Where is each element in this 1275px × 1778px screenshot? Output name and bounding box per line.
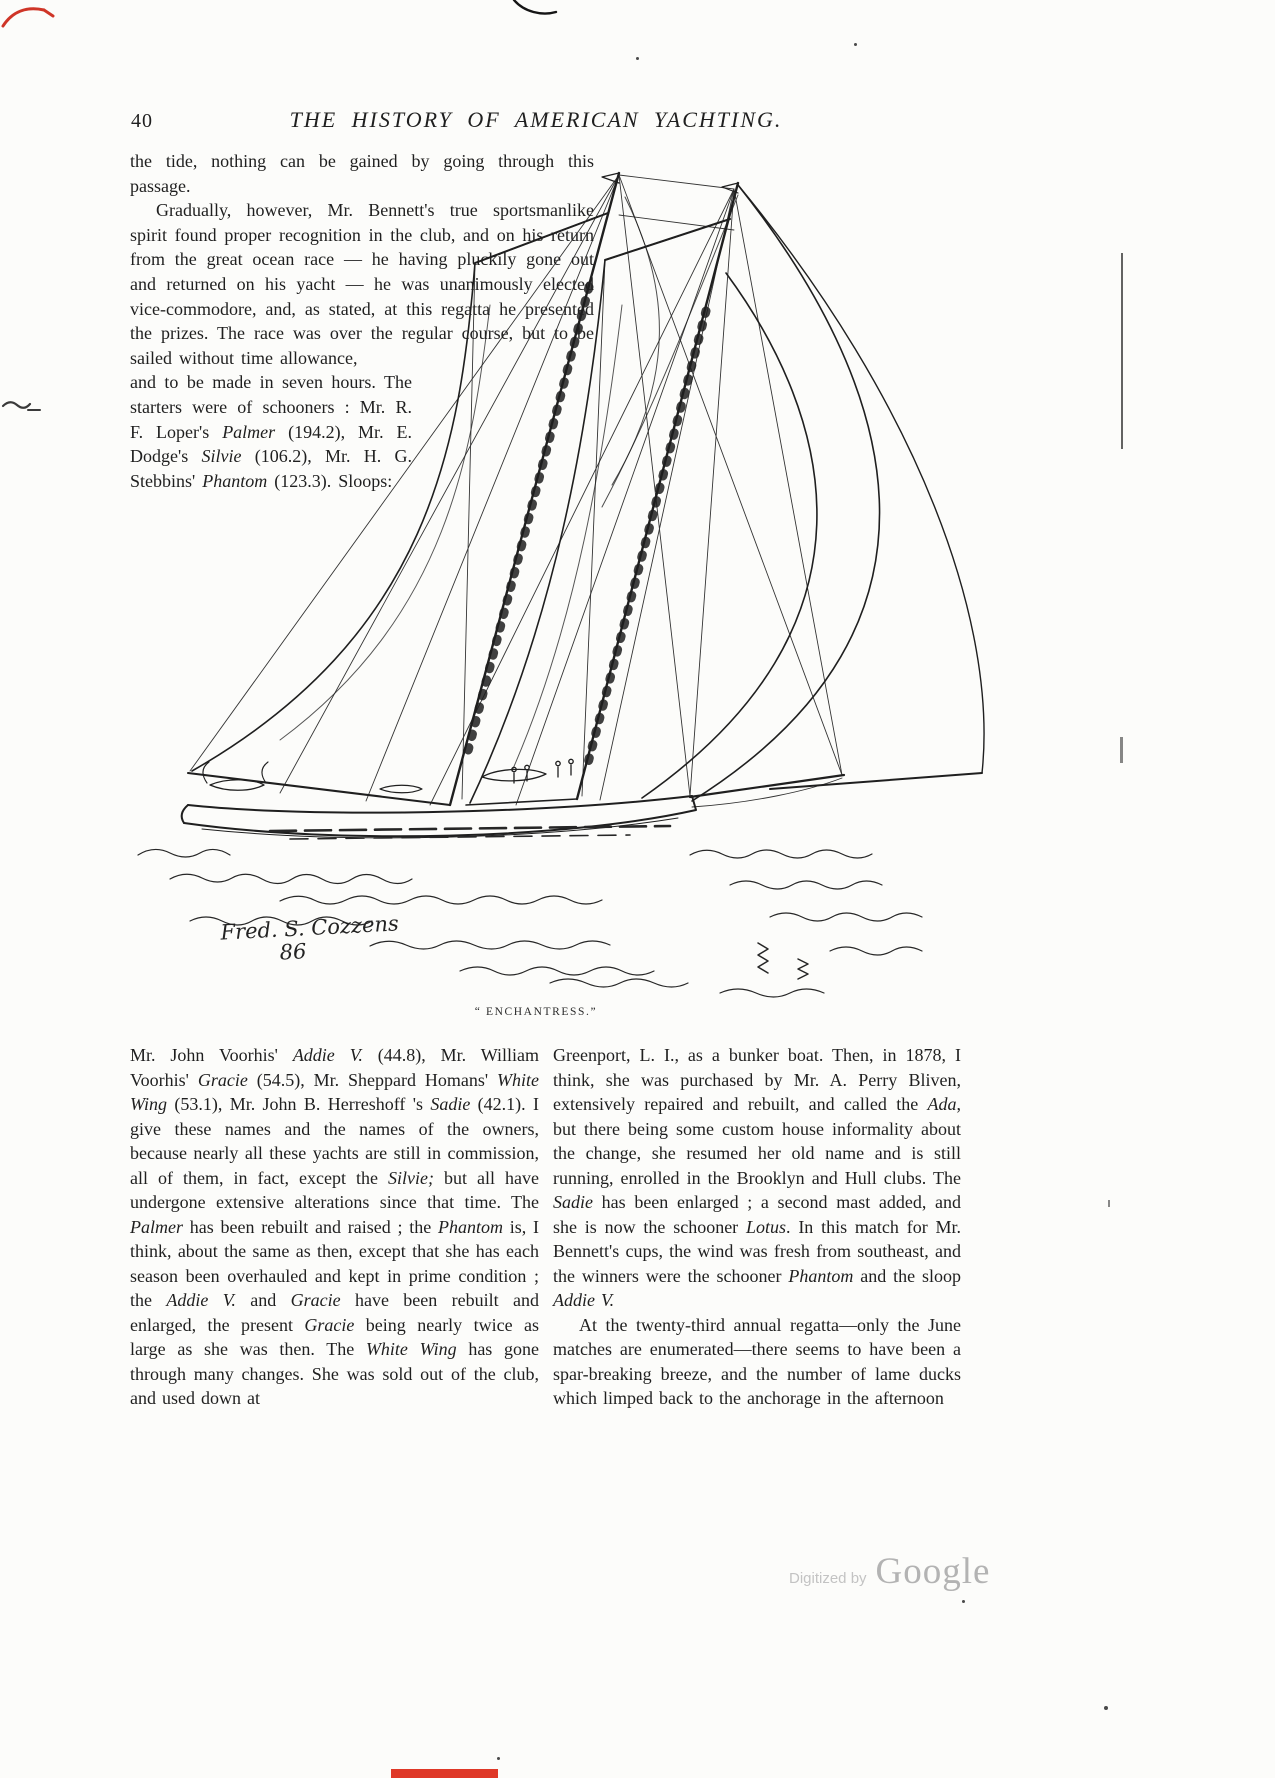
page-header-title: THE HISTORY OF AMERICAN YACHTING. [289,107,783,132]
intro-text-block [130,149,594,493]
ink-speck [636,57,639,60]
google-watermark [789,1550,990,1593]
red-bar-bottom [391,1769,498,1778]
artist-signature-year: 86 [279,939,307,965]
illustration-caption: “ ENCHANTRESS.” [474,1006,598,1018]
artist-signature [220,911,401,967]
watermark-prefix: Digitized by [789,1570,867,1587]
google-logo: Google [875,1551,991,1592]
intro-paragraph-2-narrow: and to be made in seven hours. The starters were of schooners : Mr. R. F. Loper's Palmer (194.2), Mr. E. Dodge's Silvie (106.2), Mr. H. G. Stebbins' Phantom (123.3). Sloops: [130,372,412,491]
left-column-paragraph: Mr. John Voorhis' Addie V. (44.8), Mr. William Voorhis' Gracie (54.5), Mr. Sheppard Homans' White Wing (53.1), Mr. John B. Herreshoff 's Sadie (42.1). I give these names and the names of the owners, because nearly all these yachts are still in commission, all of them, in fact, except the Silvie; but all have undergone extensive alterations since that time. The Palmer has been rebuilt and raised ; the Phantom is, I think, about the same as then, except that she has each season been overhauled and kept in prime condition ; the Addie V. and Gracie have been rebuilt and enlarged, the present Gracie being nearly twice as large as she was then. The White Wing has gone through many changes. She was sold out of the club, and used down at [130,1045,540,1408]
left-margin-squiggle [0,390,46,416]
crew-figures [512,759,573,783]
right-column-paragraph-1: Greenport, L. I., as a bunker boat. Then, in 1878, I think, she was purchased by Mr. A. Perry Bliven, extensively repaired and rebuilt, and called the Ada, but there being some custom house informality about the change, she resumed her old name and is still running, enrolled in the Brooklyn and Hull clubs. The Sadie has been enlarged ; a second mast added, and she is now the schooner Lotus. In this match for Mr. Bennett's cups, the wind was fresh from southeast, and the winners were the schooner Phantom and the sloop Addie V. [553,1045,961,1310]
margin-dash-mark [1108,1200,1110,1207]
scan-edge-line [1121,253,1123,449]
ink-speck [1104,1706,1108,1710]
intro-paragraph-1: the tide, nothing can be gained by going through this passage. [130,151,594,196]
scan-edge-tick [1120,737,1123,763]
ink-speck [962,1600,965,1603]
waves [138,826,922,997]
ink-speck [854,43,857,46]
hull [182,759,696,838]
black-curve-top-center [506,0,562,20]
body-column-left [130,1043,539,1411]
page-number: 40 [131,110,153,132]
ink-speck [497,1757,500,1760]
body-column-right [553,1043,961,1411]
right-column-paragraph-2: At the twenty-third annual regatta—only the June matches are enumerated—there seems to have been a spar-breaking breeze, and the number of lame ducks which limped back to the anchorage in the afternoon [553,1314,961,1408]
intro-paragraph-2-wide: Gradually, however, Mr. Bennett's true sportsmanlike spirit found proper recognition in the club, and on his return from the great ocean race — he having pluckily gone out and returned on his yacht — he was unanimously elected vice-commodore, and, as stated, at this regatta he presented the prizes. The race was over the regular course, but to be sailed without time allowance, [130,200,594,368]
red-pen-mark-top-left [0,0,60,36]
artist-signature-name: Fred. S. Cozzens [219,911,400,945]
